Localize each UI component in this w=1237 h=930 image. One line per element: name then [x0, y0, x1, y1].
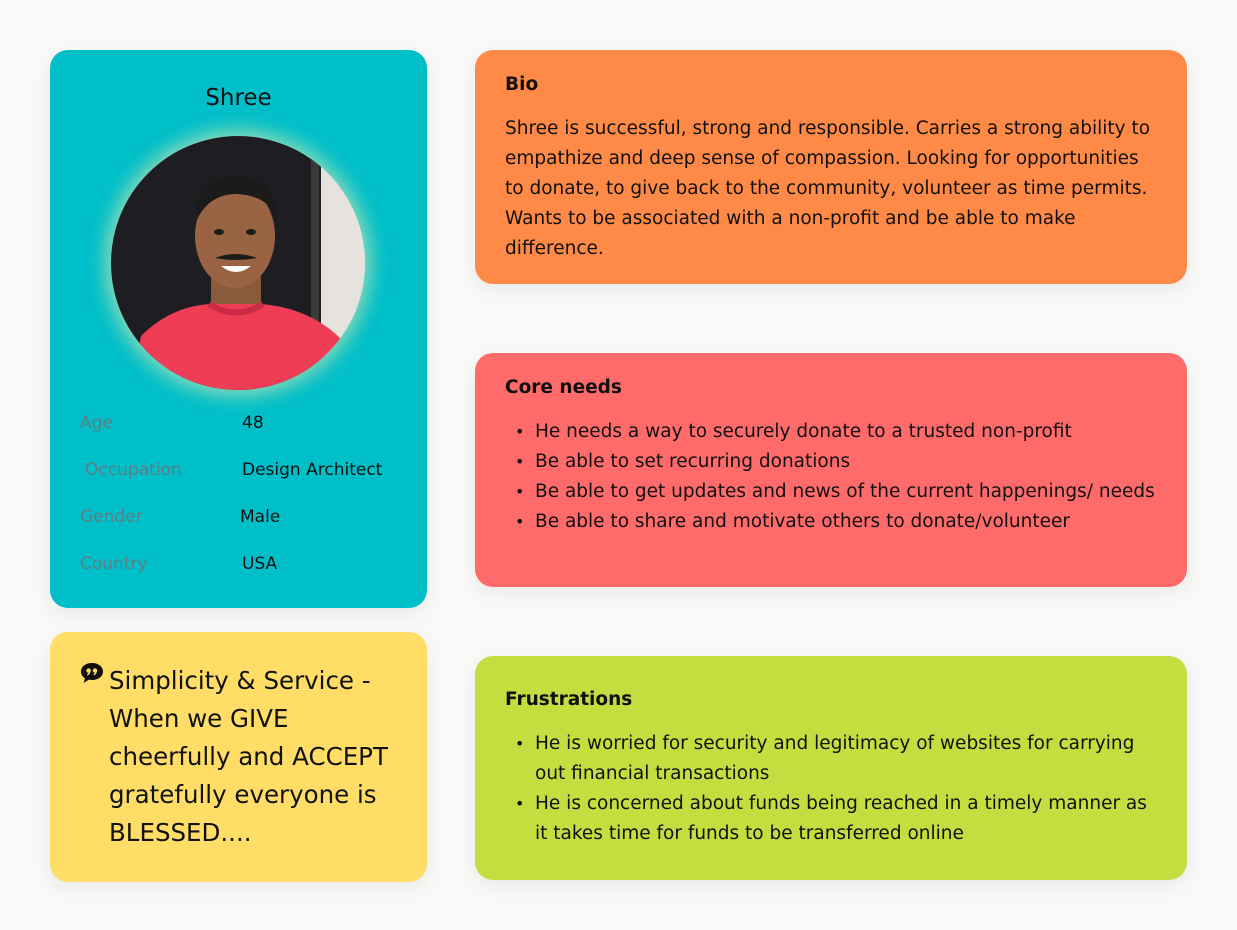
list-item: • He is concerned about funds being reached in a timely manner as it takes time for funds to be transferred online: [505, 789, 1157, 849]
list-item: • He needs a way to securely donate to a trusted non-profit: [505, 417, 1157, 447]
country-value: USA: [242, 554, 278, 574]
bio-text: Shree is successful, strong and responsible. Carries a strong ability to empathize and deep sense of compassion. Looking for opportunities to donate, to give back to the community, volunteer as time permits. Wants to be associated with a non-profit and be able to make difference.: [505, 118, 1151, 259]
gender-value: Male: [240, 507, 281, 527]
age-value: 48: [242, 413, 264, 433]
list-item: • Be able to get updates and news of the current happenings/ needs: [505, 477, 1157, 507]
info-row-occupation: [80, 457, 407, 483]
avatar-photo: [111, 136, 365, 390]
bio-card: [475, 50, 1187, 284]
age-label: Age: [80, 413, 113, 433]
list-item: • Be able to set recurring donations: [505, 447, 1157, 477]
core-needs-title: Core needs: [505, 377, 622, 398]
quote-text: Simplicity & Service - When we GIVE cheerfully and ACCEPT gratefully everyone is BLESSED....: [109, 666, 388, 847]
speech-quote-icon: [80, 662, 104, 684]
country-label: Country: [80, 554, 148, 574]
info-row-country: [80, 551, 407, 577]
profile-card: [50, 50, 427, 608]
core-needs-card: [475, 353, 1187, 587]
persona-name: Shree: [205, 85, 272, 111]
list-item: • Be able to share and motivate others to donate/volunteer: [505, 507, 1157, 537]
gender-label: Gender: [80, 507, 143, 527]
frustrations-card: [475, 656, 1187, 880]
core-needs-list: [505, 417, 1157, 537]
occupation-label: Occupation: [85, 460, 182, 480]
list-item: • He is worried for security and legitimacy of websites for carrying out financial transactions: [505, 729, 1157, 789]
frustrations-list: [505, 729, 1157, 849]
occupation-value: Design Architect: [242, 460, 383, 480]
info-row-age: [80, 410, 407, 436]
avatar: [111, 136, 365, 390]
frustrations-title: Frustrations: [505, 689, 633, 710]
quote-card: [50, 632, 427, 882]
info-row-gender: [80, 504, 407, 530]
bio-title: Bio: [505, 74, 539, 95]
